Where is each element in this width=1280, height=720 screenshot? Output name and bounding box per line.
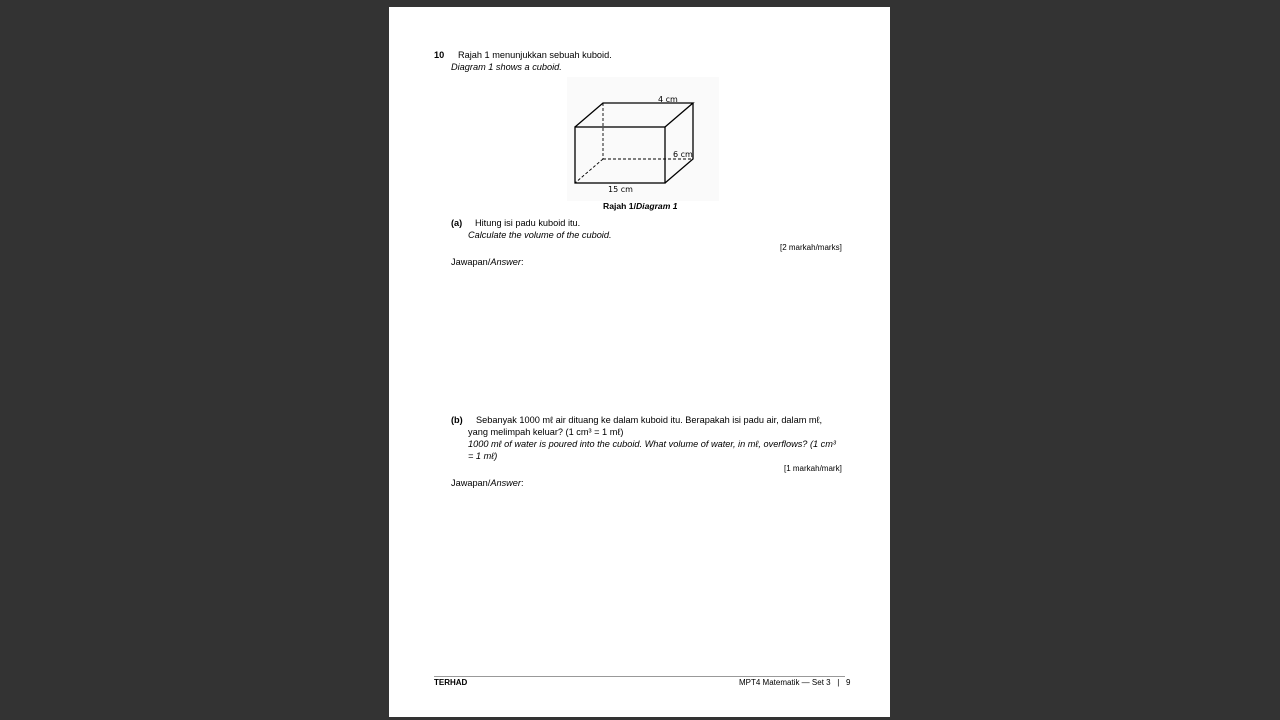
part-b-answer-label: [451, 478, 524, 489]
part-b-marks: [1 markah/mark]: [784, 464, 842, 473]
question-intro-ms: Rajah 1 menunjukkan sebuah kuboid.: [458, 50, 612, 60]
document-page: [389, 7, 890, 717]
part-b-answer-colon: :: [520, 478, 524, 488]
part-b-text-ms-1: Sebanyak 1000 mℓ air dituang ke dalam kuboid itu. Berapakah isi padu air, dalam mℓ,: [476, 415, 823, 425]
part-a-text-en: Calculate the volume of the cuboid.: [468, 230, 612, 240]
part-b-text-en-2: = 1 mℓ): [468, 451, 498, 461]
length-label: 15 cm: [608, 185, 633, 194]
part-b-text-ms-2: yang melimpah keluar? (1 cm³ = 1 mℓ): [468, 427, 624, 437]
part-b-answer-en: Answer: [490, 478, 521, 488]
diagram-caption-ms: Rajah 1/: [603, 201, 636, 211]
part-a-text-ms: Hitung isi padu kuboid itu.: [475, 218, 581, 228]
part-b-answer-space[interactable]: [451, 492, 845, 652]
footer-right: MPT4 Matematik — Set 3 | 9: [739, 678, 851, 687]
diagram-caption: [603, 201, 678, 212]
height-label: 6 cm: [673, 150, 693, 159]
part-a-answer-label: [451, 257, 524, 268]
part-a-marks: [2 markah/marks]: [780, 243, 842, 252]
part-b-label: (b): [451, 415, 463, 425]
footer-left: TERHAD: [434, 678, 468, 687]
part-a-answer-ms: Jawapan/: [451, 257, 491, 267]
question-intro-en: Diagram 1 shows a cuboid.: [451, 62, 562, 72]
part-a-label: (a): [451, 218, 463, 228]
question-number: 10: [434, 50, 445, 60]
diagram-caption-en: Diagram 1: [635, 201, 678, 211]
part-a-answer-en: Answer: [490, 257, 521, 267]
depth-label: 4 cm: [658, 95, 678, 104]
part-b-text-en-1: 1000 mℓ of water is poured into the cuboid. What volume of water, in mℓ, overflows? (1 cm³: [468, 439, 836, 449]
part-b-answer-ms: Jawapan/: [451, 478, 491, 488]
part-a-answer-space[interactable]: [451, 271, 845, 401]
cuboid-diagram: [567, 77, 719, 201]
part-a-answer-colon: :: [520, 257, 524, 267]
